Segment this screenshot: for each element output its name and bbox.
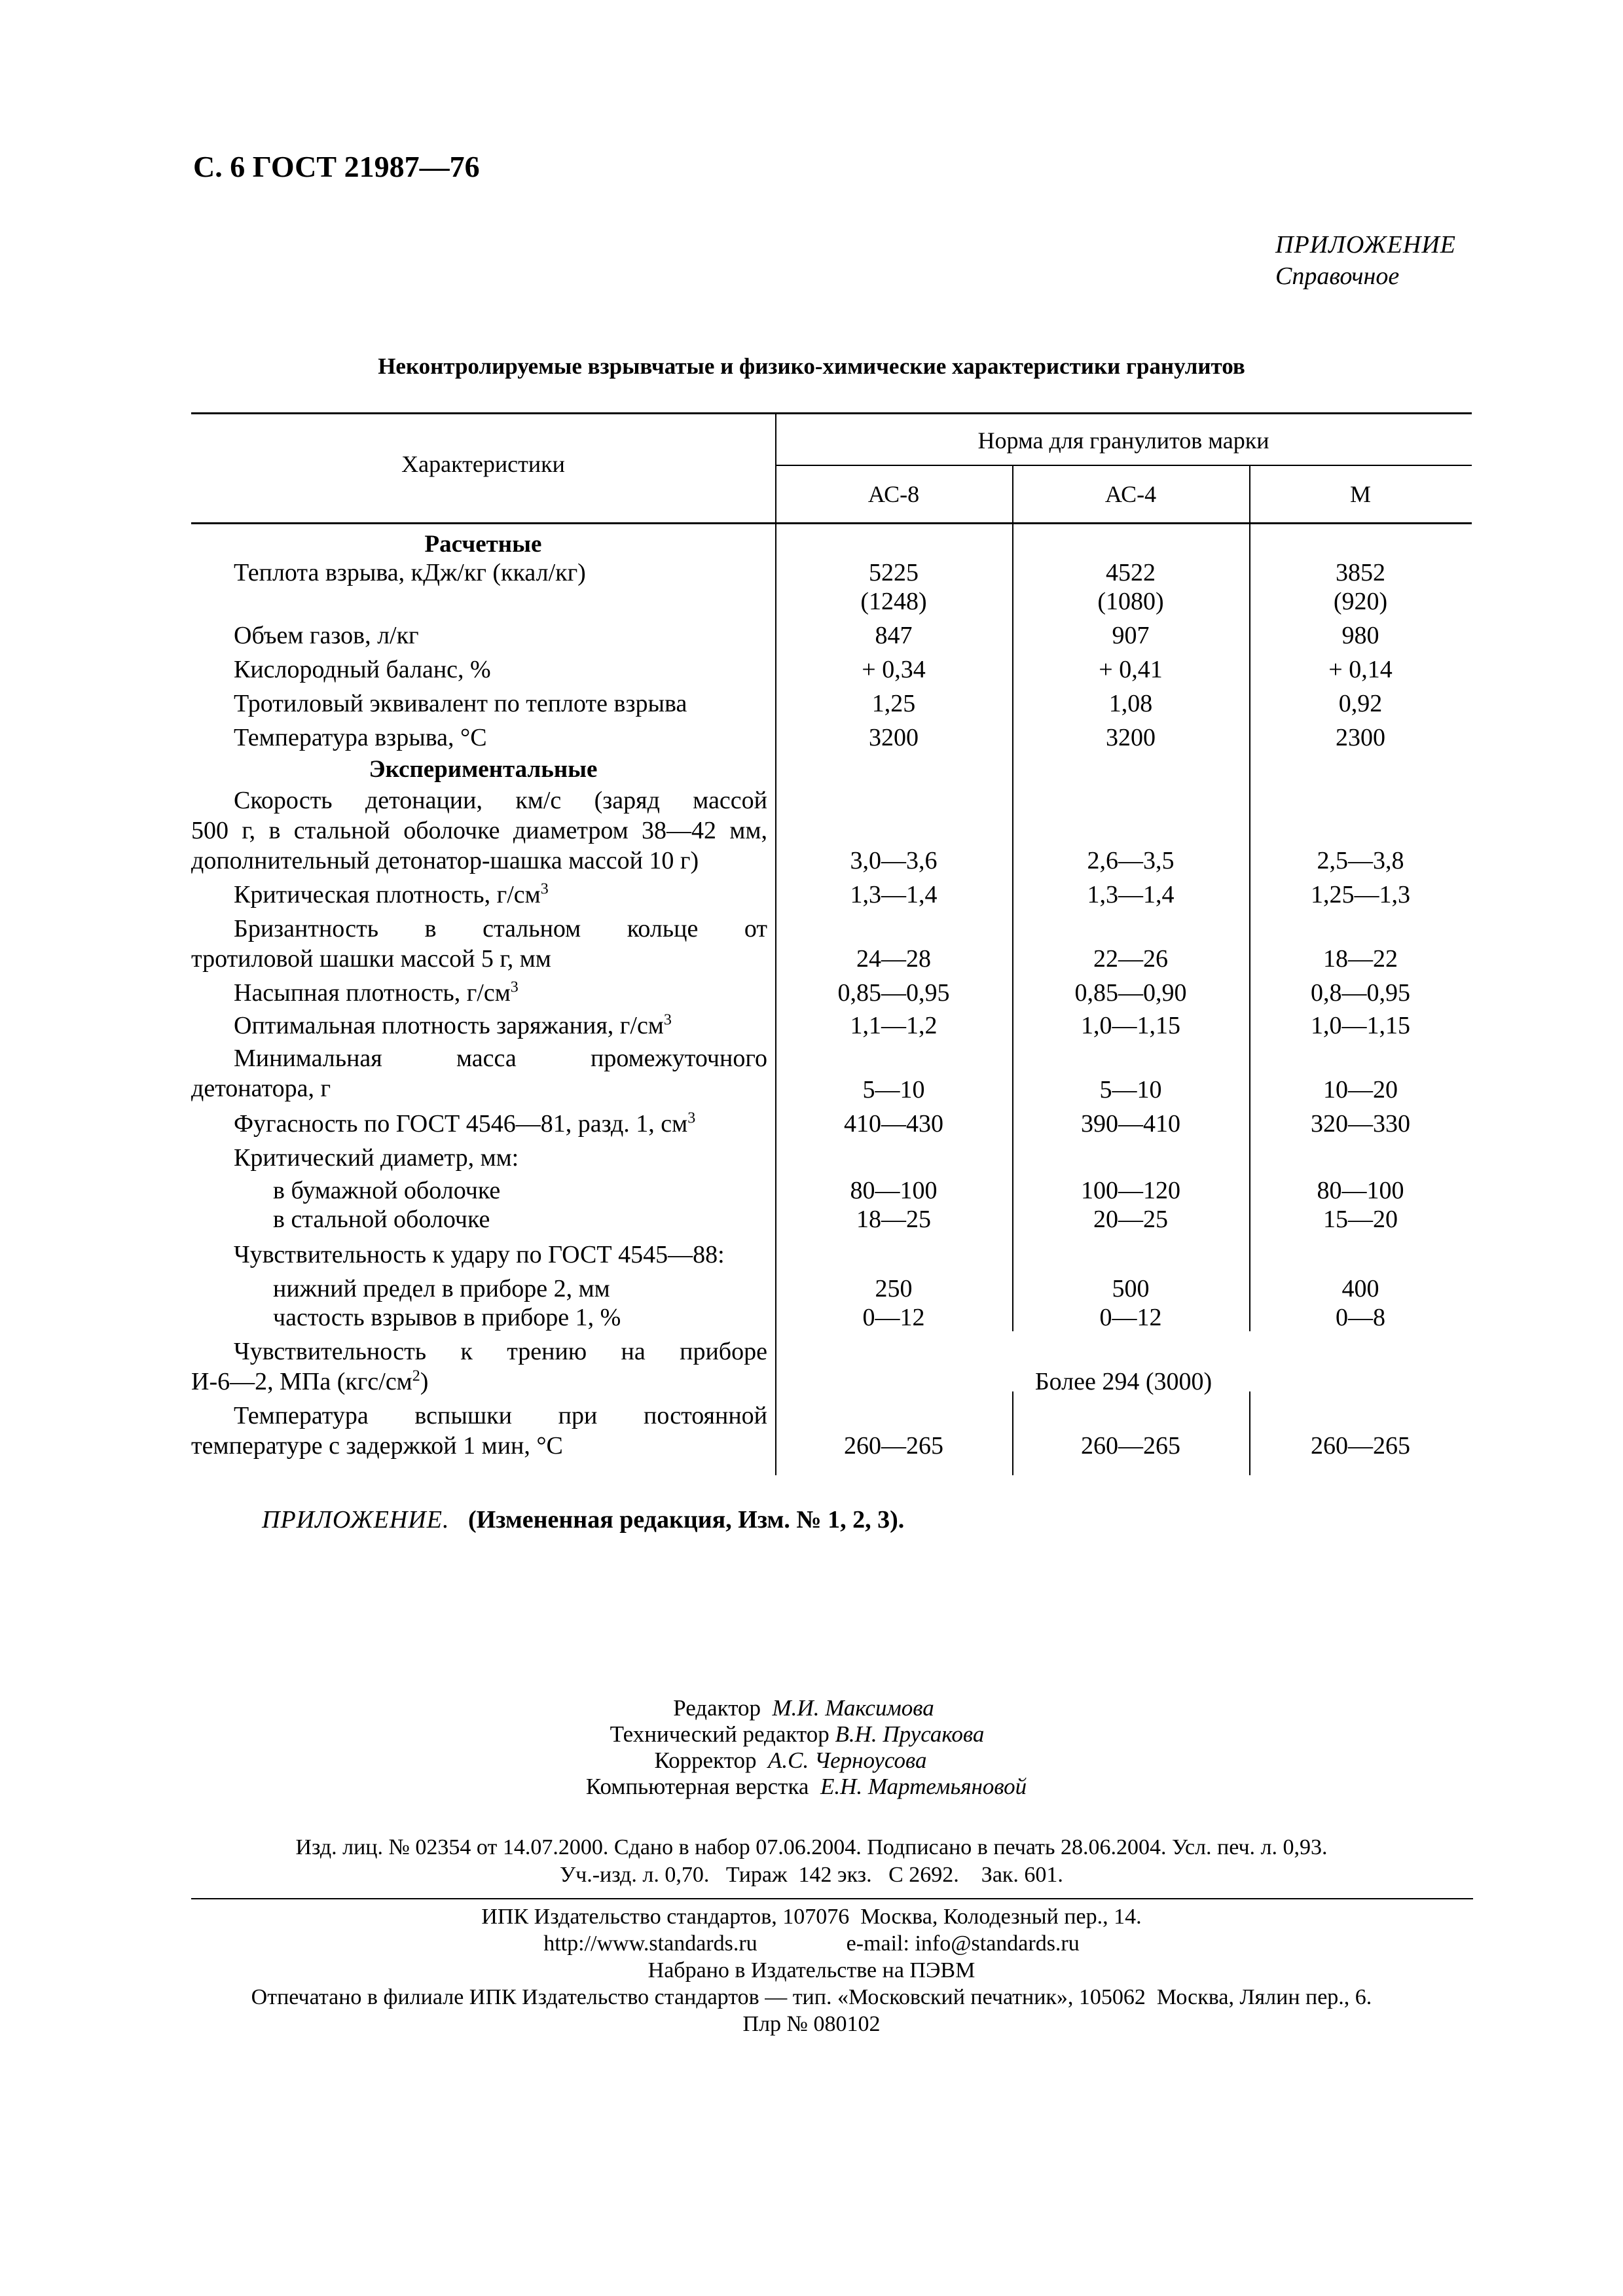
row-opt-label	[191, 1011, 810, 1041]
publisher-footer	[0, 1903, 1623, 2037]
credit-role: Редактор	[673, 1695, 761, 1721]
cell-briz-as8: 24—28	[856, 945, 931, 973]
cell-flash-m: 260—265	[1311, 1432, 1410, 1460]
cell-fug-m: 320—330	[1311, 1110, 1410, 1138]
row-fric-label	[191, 1336, 767, 1397]
credit-role: Компьютерная верстка	[585, 1774, 809, 1799]
row-paper-label: в бумажной оболочке	[273, 1177, 501, 1204]
credit-role: Технический редактор	[610, 1721, 830, 1747]
footer-line-3: Набрано в Издательстве на ПЭВМ	[647, 1958, 976, 1982]
fric-label-line-2: И-6—2, МПа (кгс/см	[191, 1368, 412, 1395]
cell-heat-as4: 4522	[1106, 559, 1156, 586]
cell-flash-as4: 260—265	[1081, 1432, 1180, 1460]
fric-label-line-2-wrap	[191, 1367, 767, 1397]
cell-heat-kcal-as4: (1080)	[1097, 588, 1164, 615]
cell-crit-dens-as8: 1,3—1,4	[850, 881, 938, 908]
credit-name: Е.Н. Мартемьяновой	[820, 1774, 1027, 1799]
row-tnt-label: Тротиловый эквивалент по теплоте взрыва	[234, 690, 687, 717]
det-label-line-3: дополнительный детонатор-шашка массой 10 г)	[191, 847, 699, 874]
cell-gas-m: 980	[1341, 622, 1379, 649]
cell-oxy-as4: + 0,41	[1099, 656, 1163, 683]
cell-freq-as4: 0—12	[1099, 1304, 1162, 1331]
cell-gas-as4: 907	[1112, 622, 1150, 649]
cell-heat-kcal-as8: (1248)	[860, 588, 927, 615]
cell-bulk-as8: 0,85—0,95	[837, 979, 950, 1007]
credit-role: Корректор	[654, 1748, 757, 1773]
bulk-sup: 3	[510, 978, 519, 996]
cell-fric-value: Более 294 (3000)	[1034, 1368, 1213, 1395]
cell-briz-as4: 22—26	[1093, 945, 1168, 973]
row-bulk-label	[191, 978, 810, 1008]
cell-opt-as8: 1,1—1,2	[850, 1012, 938, 1039]
cell-temp-m: 2300	[1336, 724, 1385, 751]
appendix-title: ПРИЛОЖЕНИЕ	[1275, 231, 1456, 259]
cell-gas-as8: 847	[875, 622, 913, 649]
cell-steel-m: 15—20	[1323, 1206, 1398, 1233]
note-text: (Измененная редакция, Изм. № 1, 2, 3).	[467, 1506, 905, 1534]
cell-lower-as4: 500	[1112, 1275, 1150, 1302]
imprint-block	[0, 1834, 1623, 1889]
footer-rule	[191, 1898, 1473, 1899]
cell-steel-as8: 18—25	[856, 1206, 931, 1233]
header-characteristics: Характеристики	[401, 451, 565, 477]
det-label-line-1: Скорость детонации, км/с (заряд массой	[234, 787, 767, 814]
imprint-line-1: Изд. лиц. № 02354 от 14.07.2000. Сдано в набор 07.06.2004. Подписано в печать 28.06.2004. Усл. печ. л. 0,93.	[295, 1835, 1328, 1859]
footer-line-4: Отпечатано в филиале ИПК Издательство стандартов — тип. «Московский печатник», 105062 Москва, Лялин пер., 6.	[251, 1985, 1372, 2009]
header-bottom-rule	[191, 522, 1472, 524]
appendix-block	[1275, 229, 1456, 292]
crit-dens-label-text: Критическая плотность, г/см	[234, 881, 541, 908]
section-calculated: Расчетные	[424, 531, 542, 558]
cell-paper-as4: 100—120	[1081, 1177, 1180, 1204]
cell-freq-as8: 0—12	[862, 1304, 925, 1331]
cell-steel-as4: 20—25	[1093, 1206, 1168, 1233]
cell-paper-as8: 80—100	[850, 1177, 938, 1204]
row-steel-label: в стальной оболочке	[273, 1206, 490, 1233]
appendix-subtitle: Справочное	[1275, 262, 1400, 290]
credits-block	[0, 1695, 1623, 1800]
credit-tech-editor	[0, 1721, 1609, 1748]
cell-briz-m: 18—22	[1323, 945, 1398, 973]
cell-det-as4: 2,6—3,5	[1087, 847, 1175, 874]
cell-heat-as8: 5225	[869, 559, 919, 586]
fric-sup: 2	[412, 1367, 420, 1385]
min-label-line-2: детонатора, г	[191, 1075, 331, 1102]
header-grade-m: М	[1349, 481, 1371, 507]
cell-flash-as8: 260—265	[844, 1432, 943, 1460]
flash-label-line-2: температуре с задержкой 1 мин, °С	[191, 1432, 563, 1460]
table-title: Неконтролируемые взрывчатые и физико-химические характеристики гранулитов	[378, 353, 1245, 379]
fug-label-text: Фугасность по ГОСТ 4546—81, разд. 1, см	[234, 1110, 688, 1138]
appendix-note	[262, 1505, 904, 1534]
row-crit-dens-label	[191, 880, 810, 910]
header-grade-as8: АС-8	[867, 481, 920, 507]
credit-name: В.Н. Прусакова	[835, 1721, 985, 1747]
opt-label-text: Оптимальная плотность заряжания, г/см	[234, 1012, 664, 1039]
cell-tnt-as4: 1,08	[1108, 690, 1153, 717]
cell-crit-dens-as4: 1,3—1,4	[1087, 881, 1175, 908]
row-lower-label: нижний предел в приборе 2, мм	[273, 1275, 610, 1302]
cell-temp-as4: 3200	[1106, 724, 1156, 751]
cell-heat-m: 3852	[1336, 559, 1385, 586]
row-temp-label: Температура взрыва, °С	[234, 724, 487, 751]
row-impact-label: Чувствительность к удару по ГОСТ 4545—88:	[234, 1241, 725, 1268]
credit-name: А.С. Черноусова	[768, 1748, 927, 1773]
cell-temp-as8: 3200	[869, 724, 919, 751]
cell-det-as8: 3,0—3,6	[850, 847, 938, 874]
page-header: С. 6 ГОСТ 21987—76	[193, 150, 480, 183]
cell-lower-m: 400	[1341, 1275, 1379, 1302]
cell-lower-as8: 250	[875, 1275, 913, 1302]
row-diam-label: Критический диаметр, мм:	[234, 1144, 519, 1172]
cell-det-m: 2,5—3,8	[1317, 847, 1404, 874]
crit-dens-sup: 3	[540, 880, 549, 898]
cell-min-as8: 5—10	[862, 1076, 925, 1103]
cell-opt-as4: 1,0—1,15	[1081, 1012, 1180, 1039]
briz-label-line-1: Бризантность в стальном кольце от	[234, 915, 767, 942]
table-top-rule	[191, 412, 1472, 414]
cell-bulk-m: 0,8—0,95	[1311, 979, 1410, 1007]
fug-sup: 3	[687, 1109, 696, 1127]
footer-line-2: http://www.standards.ru e-mail: info@standards.ru	[543, 1931, 1080, 1956]
fric-label-line-2-end: )	[420, 1368, 429, 1395]
footer-line-5: Плр № 080102	[742, 2012, 881, 2036]
cell-tnt-m: 0,92	[1338, 690, 1383, 717]
row-flash-label	[191, 1401, 767, 1461]
cell-min-m: 10—20	[1323, 1076, 1398, 1103]
cell-opt-m: 1,0—1,15	[1311, 1012, 1410, 1039]
opt-sup: 3	[663, 1011, 672, 1029]
imprint-line-2: Уч.-изд. л. 0,70. Тираж 142 экз. С 2692. Зак. 601.	[560, 1863, 1063, 1887]
credit-name: М.И. Максимова	[772, 1695, 934, 1721]
cell-fug-as8: 410—430	[844, 1110, 943, 1138]
cell-fug-as4: 390—410	[1081, 1110, 1180, 1138]
cell-oxy-as8: + 0,34	[862, 656, 926, 683]
row-det-label	[191, 785, 767, 876]
footer-line-1: ИПК Издательство стандартов, 107076 Москва, Колодезный пер., 14.	[481, 1905, 1142, 1929]
row-min-label	[191, 1043, 767, 1103]
credit-layout	[0, 1774, 1618, 1800]
header-grade-as4: АС-4	[1104, 481, 1157, 507]
det-label-line-2: 500 г, в стальной оболочке диаметром 38—42 мм,	[191, 817, 767, 844]
row-oxy-label: Кислородный баланс, %	[234, 656, 491, 683]
credit-editor	[0, 1695, 1615, 1721]
cell-paper-m: 80—100	[1317, 1177, 1404, 1204]
cell-crit-dens-m: 1,25—1,3	[1311, 881, 1410, 908]
section-experimental: Экспериментальные	[369, 756, 598, 783]
briz-label-line-2: тротиловой шашки массой 5 г, мм	[191, 945, 551, 973]
cell-heat-kcal-m: (920)	[1333, 588, 1388, 615]
cell-freq-m: 0—8	[1336, 1304, 1385, 1331]
cell-tnt-as8: 1,25	[871, 690, 916, 717]
fric-label-line-1: Чувствительность к трению на приборе	[234, 1338, 767, 1365]
header-norm: Норма для гранулитов марки	[977, 427, 1269, 454]
header-mid-rule	[775, 465, 1472, 466]
row-heat-label: Теплота взрыва, кДж/кг (ккал/кг)	[234, 559, 586, 586]
note-lead: ПРИЛОЖЕНИЕ.	[262, 1506, 450, 1534]
row-freq-label: частость взрывов в приборе 1, %	[273, 1304, 621, 1331]
row-gas-label: Объем газов, л/кг	[234, 622, 419, 649]
cell-bulk-as4: 0,85—0,90	[1074, 979, 1187, 1007]
cell-min-as4: 5—10	[1099, 1076, 1162, 1103]
credit-corrector	[0, 1748, 1602, 1774]
flash-label-line-1: Температура вспышки при постоянной	[234, 1402, 767, 1429]
bulk-label-text: Насыпная плотность, г/см	[234, 979, 511, 1007]
row-briz-label	[191, 914, 767, 974]
cell-oxy-m: + 0,14	[1328, 656, 1393, 683]
min-label-line-1: Минимальная масса промежуточного	[234, 1045, 767, 1072]
row-fug-label	[191, 1109, 810, 1139]
